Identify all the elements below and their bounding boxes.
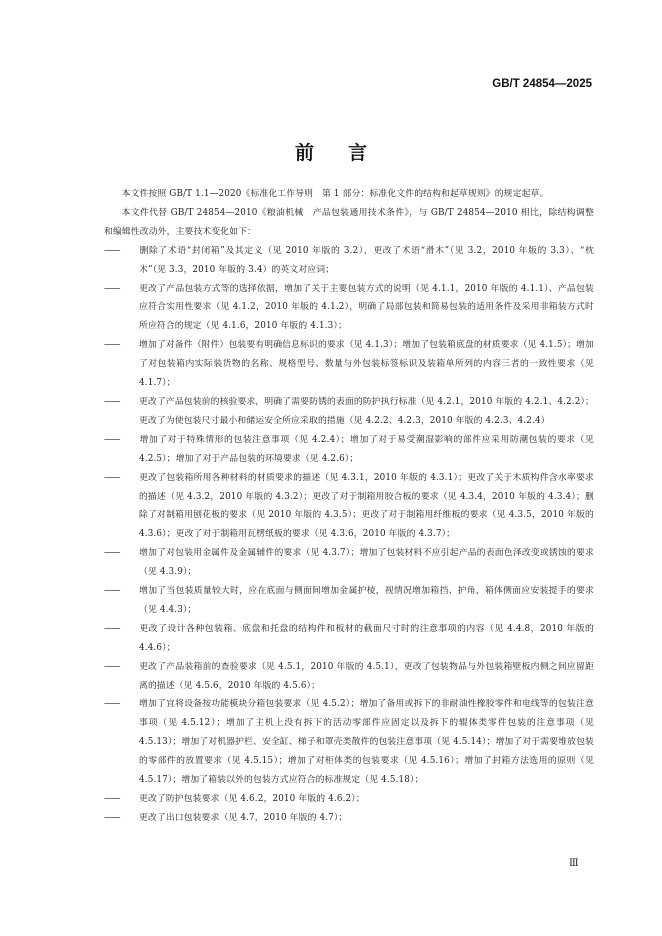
intro-paragraph: 本文件按照 GB/T 1.1—2020《标准化工作导则 第 1 部分：标准化文件的结构和起草规则》的规定起草。 <box>121 189 549 199</box>
change-item-text: 更改了产品包装方式等的选择依据，增加了关于主要包装方式的说明（见 4.1.1，2010 年版的 4.1.1）、产品包装应符合实用性要求（见 4.1.2，2010 年版的 4.1.2），明确了局部包装和简易包装的适用条件及采用非箱装方式时所应符合的规定（见 4.1.6，2010 年版的 4.1.3）； <box>139 283 594 332</box>
change-item <box>104 809 594 828</box>
change-item-text: 更改了产品包装前的核验要求，明确了需要防锈的表面的防护执行标准（见 4.2.1，2010 年版的 4.2.1、4.2.2）；更改了为使包装尺寸最小和储运安全所应采取的措施（见 4.2.2、4.2.3，2010 年版的 4.2.3、4.2.4） <box>139 396 594 426</box>
list-dash: —— <box>104 548 120 559</box>
list-dash: —— <box>104 340 120 351</box>
page-number: Ⅲ <box>569 858 580 869</box>
list-dash: —— <box>104 794 120 804</box>
list-dash: —— <box>104 699 120 710</box>
list-dash: —— <box>104 434 120 445</box>
change-item-text: 增加了对于特殊情形的包装注意事项（见 4.2.4）；增加了对于易受潮湿影响的部件应采用防潮包装的要求（见 4.2.5）；增加了对于产品包装的环境要求（见 4.2.6）； <box>139 434 594 464</box>
replacement-paragraph: 本文件代替 GB/T 24854—2010《粮油机械 产品包装通用技术条件》，与 GB/T 24854—2010 相比，除结构调整和编辑性改动外，主要技术变化如下： <box>104 207 594 237</box>
change-item-text: 增加了宜将设备按功能模块分箱包装要求（见 4.5.2）；增加了备用或拆下的非耐油性橡胶零件和电线等的包装注意事项（见 4.5.12）；增加了主机上没有拆下的活动零部件应固定以及拆下的辊体类零件包装的注意事项（见 4.5.13）；增加了对机器护栏、安全缸、梯子和罩壳类散件的包装注意事项（见 4.5.14）；增加了对于需要堆放包装的零部件的放置要求（见 4.5.15）；增加了对柜体类的包装要求（见 4.5.16）；增加了封箱方法选用的原则（见 4.5.17）；增加了箱装以外的包装方式应符合的标准规定（见 4.5.18）； <box>139 699 594 786</box>
change-item <box>104 469 594 545</box>
change-item <box>104 658 594 696</box>
change-item-text: 增加了对备件（附件）包装要有明确信息标识的要求（见 4.1.3）；增加了包装箱底盘的材质要求（见 4.1.5）；增加了对包装箱内实际装货物的名称、规格型号、数量与外包装标签标识及装箱单所列的内容三者的一致性要求（见 4.1.7）； <box>139 340 594 389</box>
list-dash: —— <box>104 586 120 597</box>
change-item <box>104 431 594 469</box>
change-item-text: 增加了对包装用金属件及金属辅件的要求（见 4.3.7）；增加了包装材料不应引起产品的表面色泽改变或锈蚀的要求（见 4.3.9）； <box>139 548 594 578</box>
list-dash: —— <box>104 661 120 672</box>
change-item-text: 更改了产品装箱前的查验要求（见 4.5.1，2010 年版的 4.5.1），更改了包装物品与外包装箱壁板内侧之间应留距离的描述（见 4.5.6，2010 年版的 4.5.6）； <box>139 661 594 691</box>
change-item-text: 删除了术语“封闭箱”及其定义（见 2010 年版的 3.2），更改了术语“滑木”（见 3.2，2010 年版的 3.3）、“枕木”（见 3.3，2010 年版的 3.4）的英文对应词； <box>139 245 594 275</box>
page-title: 前言 <box>294 142 401 164</box>
change-item-text: 更改了防护包装要求（见 4.6.2，2010 年版的 4.6.2）； <box>139 794 365 804</box>
change-item <box>104 242 594 280</box>
list-dash: —— <box>104 245 120 256</box>
change-item-text: 更改了设计各种包装箱、底盘和托盘的结构件和板材的截面尺寸时的注意事项的内容（见 4.4.8，2010 年版的 4.4.6）； <box>139 623 594 653</box>
change-item <box>104 620 594 658</box>
change-item <box>104 336 594 393</box>
list-dash: —— <box>104 623 120 634</box>
list-dash: —— <box>104 812 120 823</box>
list-dash: —— <box>104 472 120 483</box>
document-body <box>104 185 594 828</box>
change-item-text: 更改了包装箱所用各种材料的材质要求的描述（见 4.3.1，2010 年版的 4.3.1）；更改了关于木质构件含水率要求的描述（见 4.3.2，2010 年版的 4.3.2）；更改了对于制箱用胶合板的要求（见 4.3.4，2010 年版的 4.3.4）；删除了对制箱用刨花板的要求（见 2010 年版的 4.3.5）；更改了对于制箱用纤维板的要求（见 4.3.5，2010 年版的 4.3.6）；更改了对于制箱用瓦楞纸板的要求（见 4.3.6，2010 年版的 4.3.7）； <box>139 472 594 540</box>
change-item <box>104 393 594 431</box>
change-item-text: 更改了出口包装要求（见 4.7，2010 年版的 4.7）； <box>139 812 348 823</box>
change-item <box>104 790 594 809</box>
change-item <box>104 582 594 620</box>
list-dash: —— <box>104 396 120 407</box>
change-item <box>104 695 594 790</box>
list-dash: —— <box>104 283 120 294</box>
change-item <box>104 544 594 582</box>
standard-number: GB/T 24854—2025 <box>492 78 592 90</box>
change-item <box>104 280 594 337</box>
change-item-text: 增加了当包装质量较大时，应在底面与侧面间增加金属护棱，视情况增加箱挡、护角，箱体侧面应安装提手的要求（见 4.4.3）； <box>139 586 594 615</box>
